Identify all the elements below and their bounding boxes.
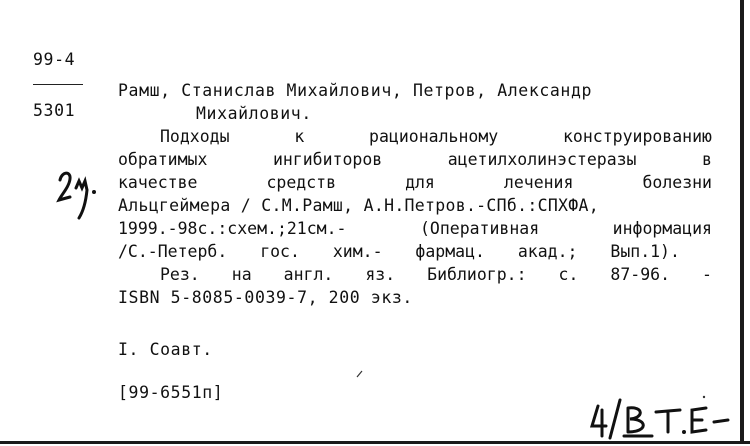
tracing-line: I. Соавт.	[118, 340, 213, 359]
word: лечения	[503, 173, 574, 192]
call-number-top: 99-4	[33, 50, 76, 69]
word: 87-96.	[610, 265, 671, 284]
word: Подходы	[160, 127, 230, 146]
author-heading-line2: Михайлович.	[196, 104, 312, 123]
word: гос.	[260, 242, 300, 261]
word: обратимых	[118, 150, 208, 169]
word: ацетилхолинэстеразы	[447, 150, 637, 169]
word: англ.	[283, 265, 334, 284]
author-heading-line1: Рамш, Станислав Михайлович, Петров, Александр	[118, 81, 593, 100]
speck-drawing	[700, 393, 708, 401]
accession-number: [99-6551п]	[118, 383, 224, 402]
word: для	[405, 173, 435, 192]
title-line-3	[118, 173, 712, 192]
word: болезни	[642, 173, 712, 192]
word: Библиогр.:	[427, 265, 527, 284]
title-line-5	[118, 219, 712, 238]
word: хим.-	[332, 242, 383, 261]
word: с.	[558, 265, 579, 284]
speck-drawing	[356, 370, 364, 378]
word: рациональному	[369, 127, 499, 146]
word: в	[702, 150, 712, 169]
word: акад.;	[517, 242, 578, 261]
title-line-1	[160, 127, 712, 146]
margin-note-drawing	[56, 166, 104, 224]
word: ингибиторов	[272, 150, 383, 169]
notes-line-1	[160, 265, 712, 284]
word: яз.	[365, 265, 396, 284]
handwritten-corner-note	[588, 396, 748, 446]
word: средств	[266, 173, 337, 192]
card-right-border	[740, 0, 744, 444]
corner-note-drawing	[588, 396, 748, 442]
word: к	[294, 127, 305, 146]
word: /С.-Петерб.	[118, 242, 228, 261]
handwritten-margin-note	[56, 166, 104, 228]
title-line-6	[118, 242, 680, 261]
word: информация	[612, 219, 712, 238]
notes-line-2: ISBN 5-8085-0039-7, 200 экз.	[118, 288, 413, 307]
call-number-divider	[33, 84, 83, 85]
word: -	[702, 265, 712, 284]
speck-mark	[700, 386, 708, 405]
call-number-bottom: 5301	[33, 101, 76, 120]
title-line-4: Альцгеймера / С.М.Рамш, А.Н.Петров.-СПб.:СПХФА,	[118, 196, 599, 215]
word: фармац.	[415, 242, 485, 261]
word: Рез.	[160, 265, 200, 284]
word: качестве	[118, 173, 198, 192]
word: (Оперативная	[419, 219, 540, 238]
word: 1999.-98с.:схем.;21см.-	[118, 219, 347, 238]
title-line-2	[118, 150, 712, 169]
word: Вып.1).	[610, 242, 680, 261]
speck-mark	[356, 363, 364, 382]
word: конструированию	[562, 127, 712, 146]
word: на	[231, 265, 252, 284]
